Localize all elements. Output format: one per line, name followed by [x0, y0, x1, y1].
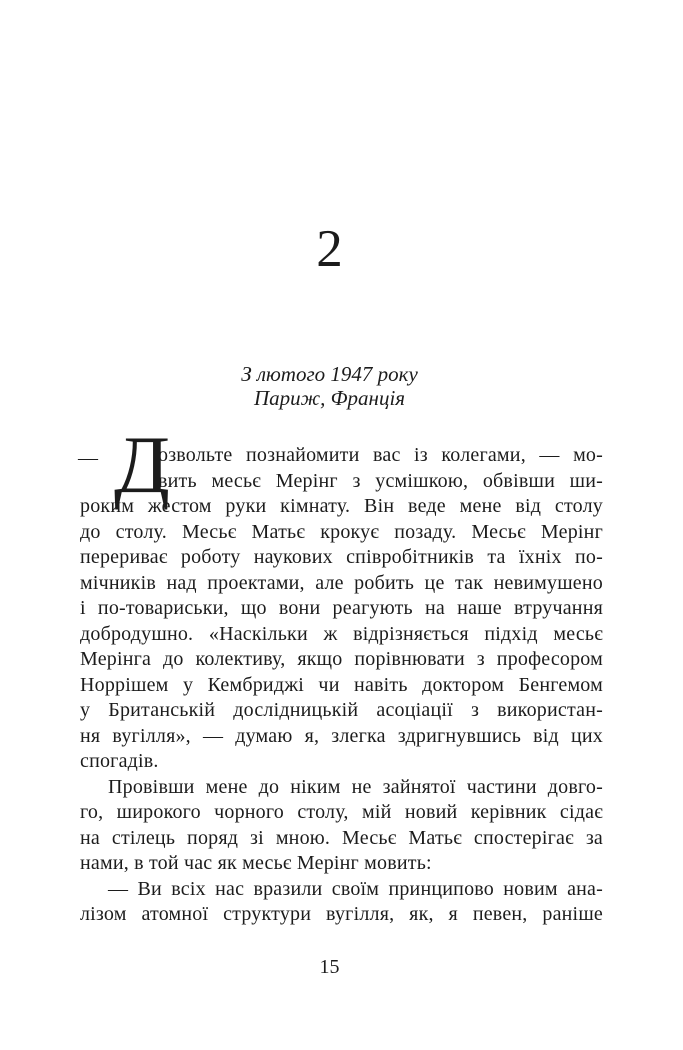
- body-line: лізом атомної структури вугілля, як, я певен, раніше: [80, 903, 603, 925]
- body-text: [80, 443, 603, 928]
- body-line: на стілець поряд зі мною. Месьє Матьє спостерігає за: [80, 826, 603, 849]
- body-line: у Британській дослідницькій асоціації з використан-: [80, 699, 603, 721]
- paragraph-lead-dash: —: [78, 447, 99, 469]
- body-line: — Ви всіх нас вразили своїм принципово новим ана-: [108, 877, 603, 900]
- body-line: Провівши мене до ніким не зайнятої частини довго-: [108, 775, 603, 798]
- body-line: озвольте познайомити вас із колегами, — мо-: [158, 444, 603, 466]
- body-line: добродушно. «Наскільки ж відрізняється підхід месьє: [80, 622, 603, 645]
- page-number: 15: [319, 956, 340, 978]
- body-line: спогадів.: [80, 750, 159, 772]
- body-line: перериває роботу наукових співробітників та їхніх по-: [80, 546, 603, 568]
- dateline-date: З лютого 1947 року: [241, 362, 418, 386]
- body-line: го, широкого чорного столу, мій новий керівник сідає: [80, 801, 603, 823]
- chapter-number: 2: [316, 220, 343, 278]
- body-line: Норрішем у Кембриджі чи навіть доктором Бенгемом: [80, 673, 603, 696]
- body-line: ня вугілля», — думаю я, злегка здригнувшись від цих: [80, 724, 603, 747]
- body-line: роким жестом руки кімнату. Він веде мене від столу: [80, 495, 603, 517]
- body-line: вить месьє Мерінг з усмішкою, обвівши ши-: [158, 469, 603, 492]
- body-line: нами, в той час як месьє Мерінг мовить:: [80, 852, 432, 874]
- body-line: мічників над проектами, але робить це так невимушено: [80, 571, 603, 594]
- dateline: [0, 362, 659, 410]
- drop-cap-letter: Д: [114, 419, 170, 510]
- body-line: і по-товариськи, що вони реагують на наше втручання: [80, 597, 603, 619]
- dateline-place: Париж, Франція: [253, 386, 406, 410]
- body-line: до столу. Месьє Матьє крокує позаду. Месьє Мерінг: [80, 520, 603, 543]
- body-line: Мерінга до колективу, якщо порівнювати з професором: [80, 648, 603, 670]
